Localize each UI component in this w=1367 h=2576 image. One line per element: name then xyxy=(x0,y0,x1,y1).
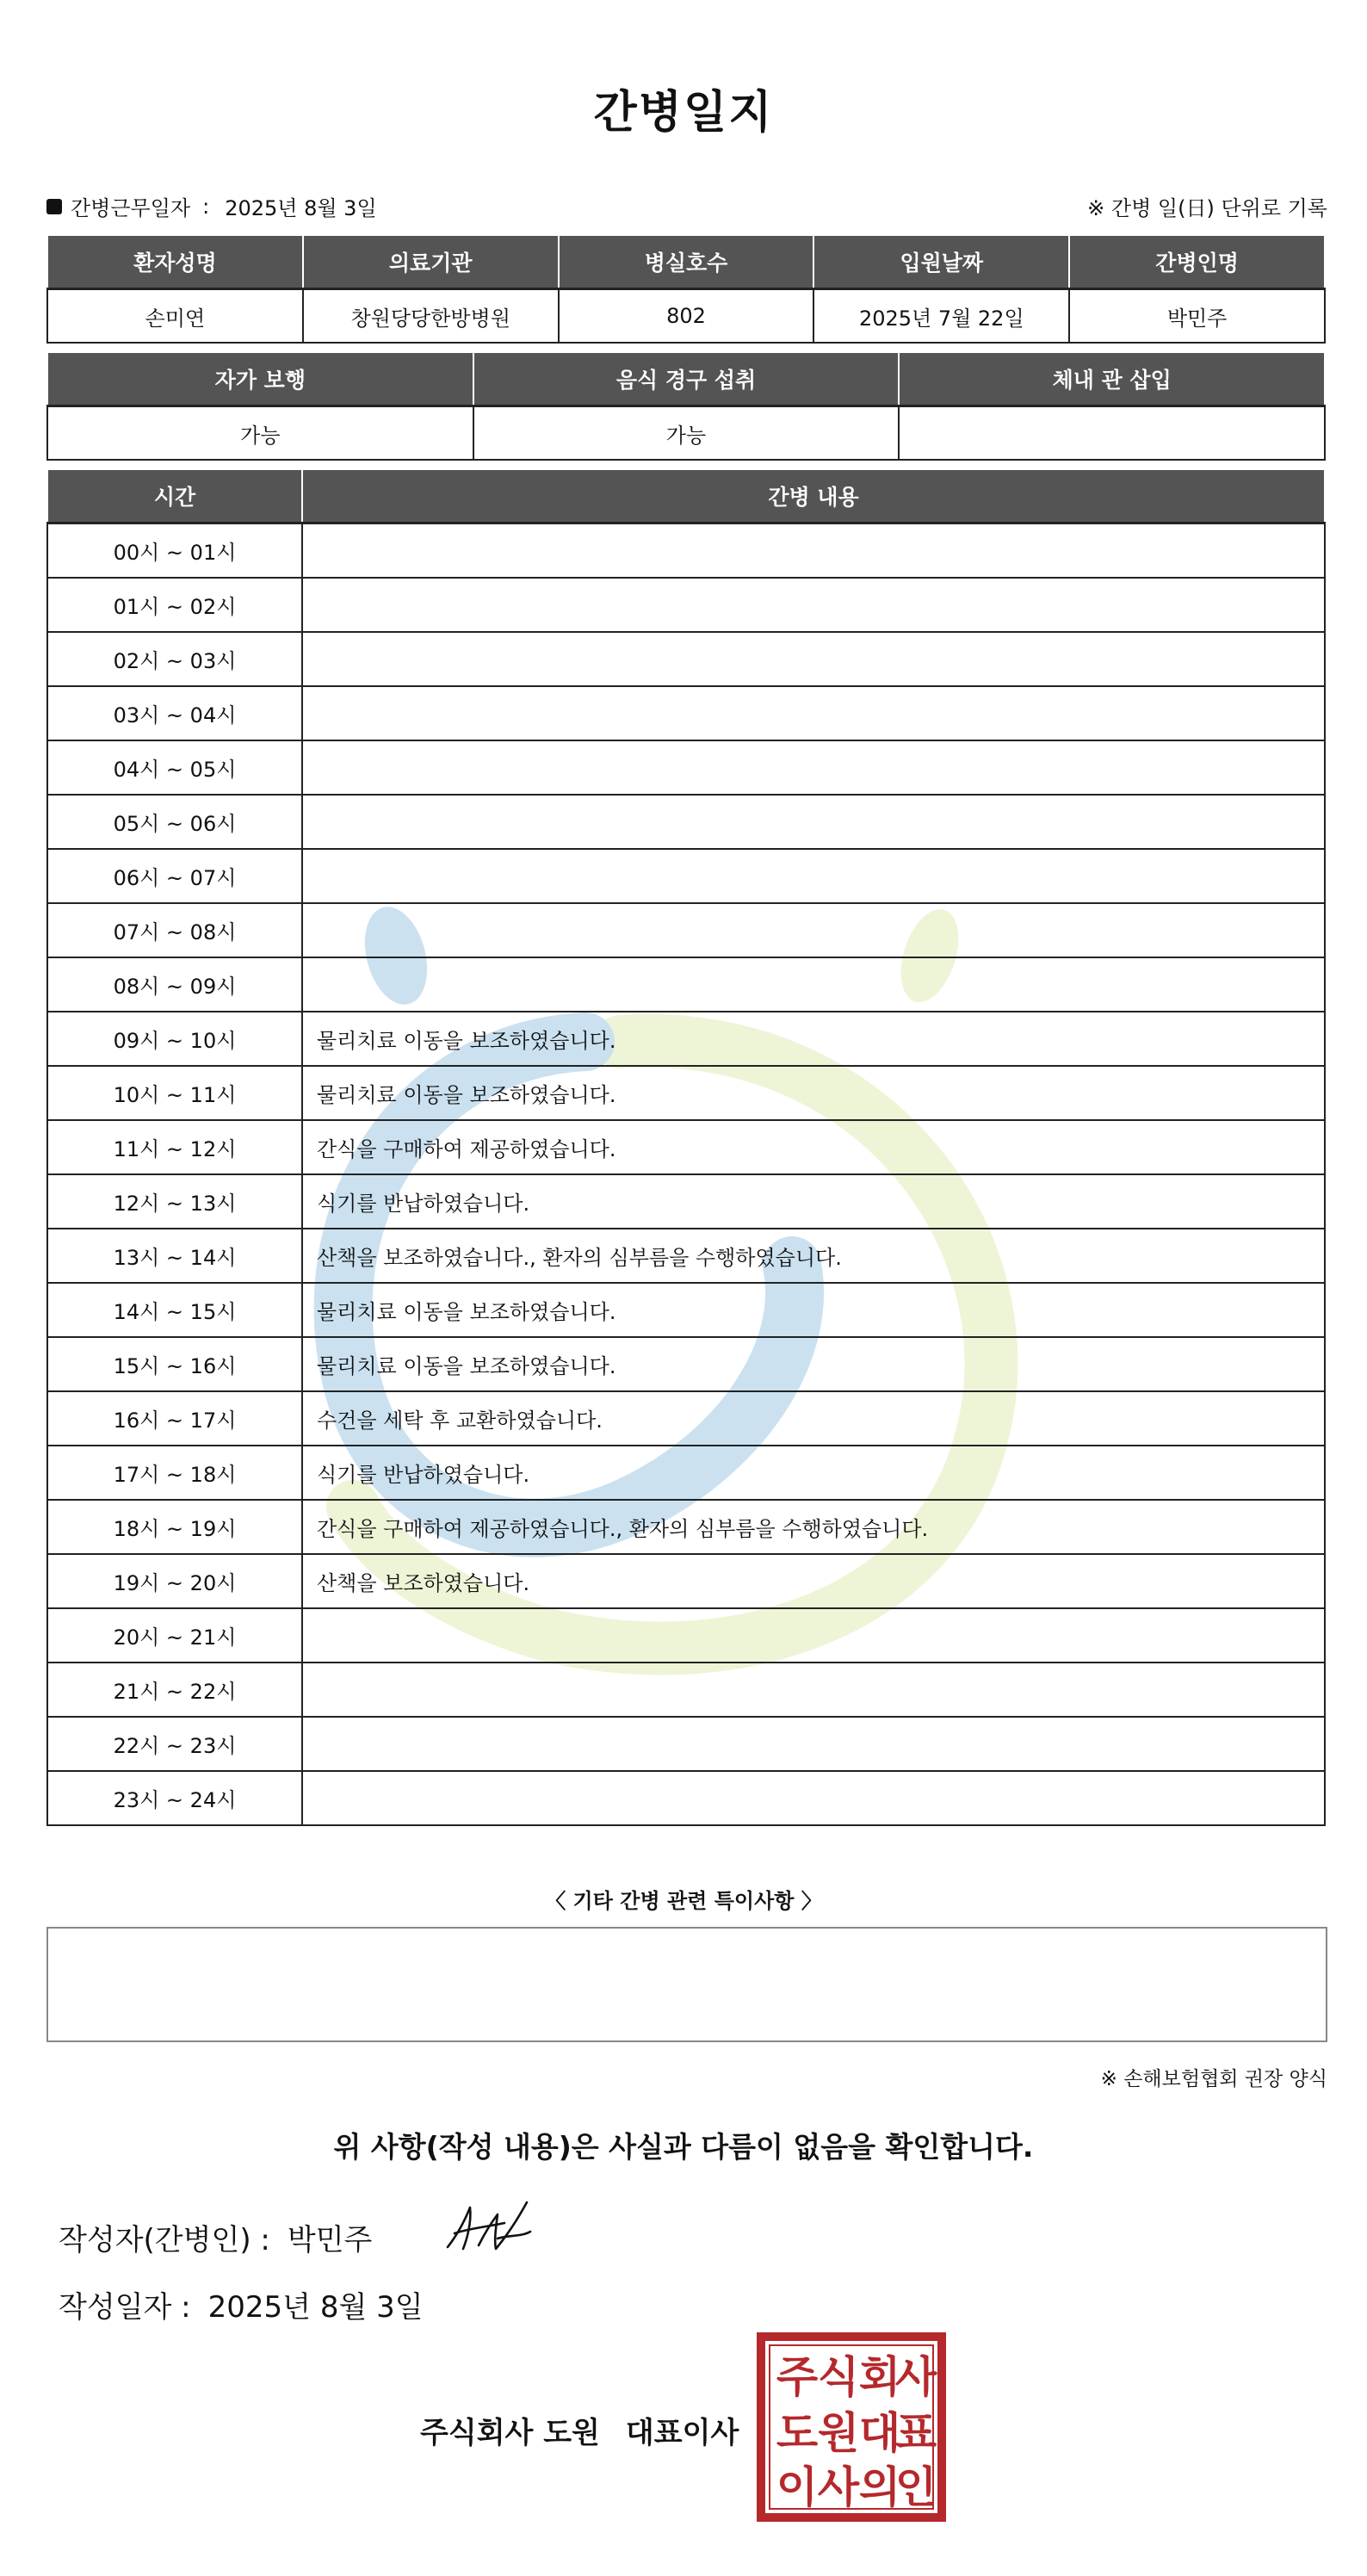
time-cell: 19시 ~ 20시 xyxy=(47,1554,302,1608)
time-cell: 16시 ~ 17시 xyxy=(47,1391,302,1446)
table-row xyxy=(47,903,1325,957)
header-admission-date: 입원날짜 xyxy=(813,235,1069,289)
time-cell: 10시 ~ 11시 xyxy=(47,1066,302,1120)
time-cell: 15시 ~ 16시 xyxy=(47,1337,302,1391)
write-date-label: 작성일자 : xyxy=(59,2290,191,2325)
table-row xyxy=(47,795,1325,849)
time-cell: 04시 ~ 05시 xyxy=(47,740,302,795)
content-cell xyxy=(302,740,1325,795)
company-title: 대표이사 xyxy=(625,2416,739,2450)
content-cell: 산책을 보조하였습니다., 환자의 심부름을 수행하였습니다. xyxy=(302,1229,1325,1283)
table-row xyxy=(47,1554,1325,1608)
svg-text:회: 회 xyxy=(858,2352,901,2402)
status-value-row xyxy=(47,406,1325,461)
table-row xyxy=(47,1771,1325,1825)
confirm-statement: 위 사항(작성 내용)은 사실과 다름이 없음을 확인합니다. xyxy=(333,2130,1034,2164)
header-room-number: 병실호수 xyxy=(559,235,814,289)
content-cell xyxy=(302,1717,1325,1771)
time-cell: 01시 ~ 02시 xyxy=(47,578,302,632)
company-line xyxy=(420,2409,739,2451)
content-cell: 물리치료 이동을 보조하였습니다. xyxy=(302,1012,1325,1066)
table-row xyxy=(47,1012,1325,1066)
svg-text:인: 인 xyxy=(894,2462,937,2512)
work-date-value: 2025년 8월 3일 xyxy=(225,196,377,220)
company-seal-icon xyxy=(756,2331,947,2523)
table-row xyxy=(47,578,1325,632)
patient-name: 손미연 xyxy=(47,289,303,344)
admission-date: 2025년 7월 22일 xyxy=(813,289,1069,344)
time-cell: 07시 ~ 08시 xyxy=(47,903,302,957)
content-cell xyxy=(302,849,1325,903)
time-cell: 21시 ~ 22시 xyxy=(47,1663,302,1717)
time-cell: 11시 ~ 12시 xyxy=(47,1120,302,1174)
caregiver-name: 박민주 xyxy=(1069,289,1325,344)
content-cell xyxy=(302,1608,1325,1663)
content-cell xyxy=(302,903,1325,957)
time-cell: 20시 ~ 21시 xyxy=(47,1608,302,1663)
oral-intake-value: 가능 xyxy=(473,406,900,461)
header-oral-intake: 음식 경구 섭취 xyxy=(473,352,900,406)
time-cell: 12시 ~ 13시 xyxy=(47,1174,302,1229)
table-row xyxy=(47,523,1325,579)
content-cell xyxy=(302,1771,1325,1825)
time-cell: 14시 ~ 15시 xyxy=(47,1283,302,1337)
table-row xyxy=(47,1391,1325,1446)
header-tube-insertion: 체내 관 삽입 xyxy=(899,352,1325,406)
header-caregiver-name: 간병인명 xyxy=(1069,235,1325,289)
svg-text:식: 식 xyxy=(817,2352,860,2402)
table-row xyxy=(47,1229,1325,1283)
self-walking-value: 가능 xyxy=(47,406,473,461)
header-patient-name: 환자성명 xyxy=(47,235,303,289)
table-row xyxy=(47,1608,1325,1663)
time-cell: 18시 ~ 19시 xyxy=(47,1500,302,1554)
content-cell: 산책을 보조하였습니다. xyxy=(302,1554,1325,1608)
table-row xyxy=(47,1066,1325,1120)
write-date-line xyxy=(59,2283,424,2325)
time-cell: 23시 ~ 24시 xyxy=(47,1771,302,1825)
patient-info-table xyxy=(46,234,1326,344)
work-date xyxy=(46,191,377,221)
patient-status-table xyxy=(46,351,1326,461)
content-cell xyxy=(302,795,1325,849)
svg-text:주: 주 xyxy=(776,2352,819,2402)
recommend-note: ※ 손해보험협회 권장 양식 xyxy=(1100,2068,1327,2090)
svg-text:사: 사 xyxy=(817,2462,860,2512)
remarks-heading: 〈 기타 간병 관련 특이사항 〉 xyxy=(545,1889,822,1913)
writer-name: 박민주 xyxy=(287,2223,373,2257)
status-header-row xyxy=(47,352,1325,406)
time-cell: 05시 ~ 06시 xyxy=(47,795,302,849)
table-row xyxy=(47,957,1325,1012)
content-cell xyxy=(302,686,1325,740)
table-row xyxy=(47,686,1325,740)
svg-text:표: 표 xyxy=(894,2408,937,2458)
table-row xyxy=(47,1337,1325,1391)
bullet-square-icon xyxy=(46,199,62,214)
header-medical-institution: 의료기관 xyxy=(303,235,559,289)
company-name: 주식회사 도원 xyxy=(420,2416,600,2450)
table-row xyxy=(47,1120,1325,1174)
svg-text:의: 의 xyxy=(858,2462,901,2512)
table-row xyxy=(47,632,1325,686)
care-log-table xyxy=(46,468,1326,1826)
svg-text:대: 대 xyxy=(858,2408,901,2458)
writer-label: 작성자(간병인) : xyxy=(59,2223,270,2257)
table-row xyxy=(47,1174,1325,1229)
content-cell: 물리치료 이동을 보조하였습니다. xyxy=(302,1283,1325,1337)
content-cell: 물리치료 이동을 보조하였습니다. xyxy=(302,1337,1325,1391)
svg-text:원: 원 xyxy=(817,2408,860,2458)
remarks-box xyxy=(46,1927,1327,2042)
content-cell: 식기를 반납하였습니다. xyxy=(302,1174,1325,1229)
care-log-header-row xyxy=(47,469,1325,523)
svg-text:도: 도 xyxy=(776,2408,819,2458)
svg-text:이: 이 xyxy=(776,2462,819,2512)
header-self-walking: 자가 보행 xyxy=(47,352,473,406)
content-cell: 간식을 구매하여 제공하였습니다. xyxy=(302,1120,1325,1174)
patient-info-header-row xyxy=(47,235,1325,289)
table-row xyxy=(47,740,1325,795)
unit-note: ※ 간병 일(日) 단위로 기록 xyxy=(1087,196,1327,220)
table-row xyxy=(47,1663,1325,1717)
tube-insertion-value xyxy=(899,406,1325,461)
time-cell: 09시 ~ 10시 xyxy=(47,1012,302,1066)
content-cell xyxy=(302,578,1325,632)
table-row xyxy=(47,1500,1325,1554)
table-row xyxy=(47,1446,1325,1500)
time-cell: 06시 ~ 07시 xyxy=(47,849,302,903)
table-row xyxy=(47,1283,1325,1337)
header-care-content: 간병 내용 xyxy=(302,469,1325,523)
content-cell xyxy=(302,957,1325,1012)
svg-text:사: 사 xyxy=(894,2352,937,2402)
writer-line xyxy=(59,2216,372,2258)
content-cell: 수건을 세탁 후 교환하였습니다. xyxy=(302,1391,1325,1446)
content-cell: 물리치료 이동을 보조하였습니다. xyxy=(302,1066,1325,1120)
medical-institution: 창원당당한방병원 xyxy=(303,289,559,344)
content-cell xyxy=(302,632,1325,686)
content-cell: 간식을 구매하여 제공하였습니다., 환자의 심부름을 수행하였습니다. xyxy=(302,1500,1325,1554)
signature-icon xyxy=(444,2197,534,2257)
work-date-label: 간병근무일자 xyxy=(71,196,191,220)
time-cell: 02시 ~ 03시 xyxy=(47,632,302,686)
write-date-value: 2025년 8월 3일 xyxy=(207,2290,424,2325)
work-date-separator: : xyxy=(202,194,210,219)
time-cell: 22시 ~ 23시 xyxy=(47,1717,302,1771)
content-cell xyxy=(302,523,1325,579)
page-title: 간병일지 xyxy=(593,87,774,139)
header-time: 시간 xyxy=(47,469,302,523)
time-cell: 13시 ~ 14시 xyxy=(47,1229,302,1283)
content-cell: 식기를 반납하였습니다. xyxy=(302,1446,1325,1500)
time-cell: 08시 ~ 09시 xyxy=(47,957,302,1012)
time-cell: 00시 ~ 01시 xyxy=(47,523,302,579)
time-cell: 17시 ~ 18시 xyxy=(47,1446,302,1500)
patient-info-value-row xyxy=(47,289,1325,344)
room-number: 802 xyxy=(559,289,814,344)
table-row xyxy=(47,849,1325,903)
content-cell xyxy=(302,1663,1325,1717)
time-cell: 03시 ~ 04시 xyxy=(47,686,302,740)
table-row xyxy=(47,1717,1325,1771)
